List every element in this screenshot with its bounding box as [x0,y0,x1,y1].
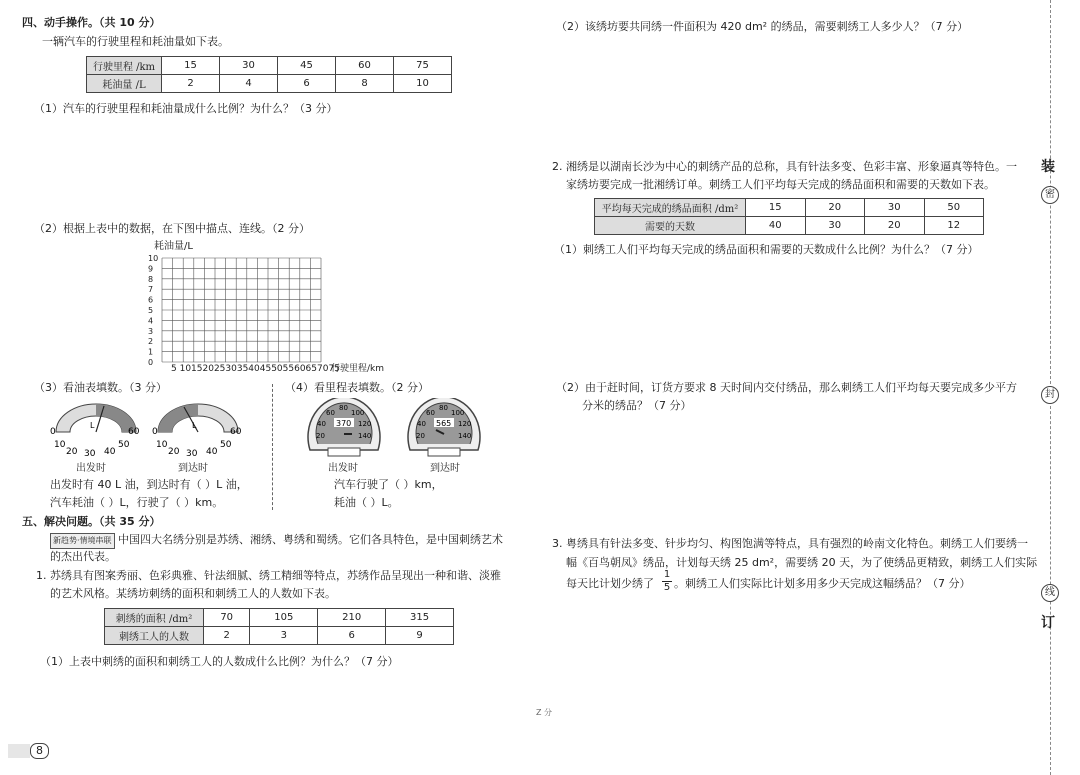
svg-text:20: 20 [168,447,180,457]
fraction [662,569,672,594]
table-cell: 60 [336,57,394,75]
table-cell: 3 [250,627,318,645]
question-2-2-cont: 分米的绣品？（7 分） [582,399,692,412]
section5-intro-cont: 的杰出代表。 [50,550,116,563]
svg-text:0: 0 [152,427,158,437]
question-4-2: （2）根据上表中的数据，在下图中描点、连线。（2 分） [34,222,310,235]
svg-text:50: 50 [118,440,130,450]
fraction-denominator: 5 [663,582,671,593]
table-row [87,75,452,93]
caption-depart: 出发时 [76,463,106,474]
y-tick-label: 6 [148,295,154,305]
problem-3-text-cont2: 每天比计划少绣了 [566,577,654,590]
fill-blank-fuel-1[interactable]: 出发时有 40 L 油，到达时有（ ）L 油， [50,478,248,491]
y-tick-label: 10 [148,254,159,263]
svg-text:40: 40 [317,420,326,428]
gauge-unit: L [192,421,197,430]
svg-text:20: 20 [316,432,325,440]
y-tick-label: 5 [148,306,154,315]
question-1-2: （2）该绣坊要共同绣一件面积为 420 dm² 的绣品，需要刺绣工人多少人？（7 分） [556,20,969,33]
problem-3-text: 3. 粤绣具有针法多变、针步均匀、构图饱满等特点，具有强烈的岭南文化特色。刺绣工人们要绣一 [552,537,1028,550]
grid-x-label: 行驶里程/km [331,364,385,374]
y-tick-label: 3 [148,326,154,336]
fuel-gauge-arrive [150,402,246,460]
svg-text:40: 40 [417,420,426,428]
table-cell: 50 [924,199,984,217]
section5-title: 五、解决问题。（共 35 分） [22,515,161,528]
table-cell: 4 [220,75,278,93]
table-cell: 20 [805,199,865,217]
table-cell: 105 [250,609,318,627]
svg-text:120: 120 [358,420,372,428]
y-tick-label: 7 [148,285,154,295]
svg-text:30: 30 [84,449,96,459]
problem-1-text-cont: 的艺术风格。某绣坊刺绣的面积和刺绣工人的人数如下表。 [50,587,336,600]
table-cell: 45 [278,57,336,75]
odometer-arrive [404,398,484,460]
table-cell: 12 [924,217,984,235]
fraction-numerator: 1 [663,569,671,580]
page-tab [8,744,30,758]
svg-text:140: 140 [458,432,472,440]
svg-text:0: 0 [50,427,56,437]
margin-mark: 订 [1041,615,1055,631]
table-header: 行驶里程 /km [87,57,162,75]
table-row [105,627,454,645]
y-tick-label: 8 [148,274,154,284]
trend-tag: 新趋势·情境串联 [50,533,115,549]
mileage-fuel-table [86,56,452,93]
table-row [87,57,452,75]
y-tick-label: 2 [148,337,154,347]
fill-blank-fuel-2[interactable]: 汽车耗油（ ）L，行驶了（ ）km。 [50,496,224,509]
svg-text:60: 60 [128,427,140,437]
table-cell: 6 [318,627,386,645]
fill-blank-odo-2[interactable]: 耗油（ ）L。 [334,496,399,509]
table-cell: 15 [162,57,220,75]
table-cell: 315 [386,609,454,627]
odometer-reading: 370 [336,419,352,428]
question-4-3: （3）看油表填数。（3 分） [34,381,167,394]
footer-mark: Z 分 [536,708,553,717]
question-2-2: （2）由于赶时间，订货方要求 8 天时间内交付绣品，那么刺绣工人们平均每天要完成多少平方 [556,381,1017,394]
table-cell: 2 [162,75,220,93]
table-cell: 9 [386,627,454,645]
table-cell: 40 [746,217,806,235]
seal-mark: 封 [1041,386,1059,404]
table-header: 需要的天数 [595,217,746,235]
svg-text:40: 40 [104,447,116,457]
fuel-gauge-depart [48,402,144,460]
table-cell: 20 [865,217,925,235]
svg-text:140: 140 [358,432,372,440]
svg-text:60: 60 [326,409,335,417]
question-2-1: （1）刺绣工人们平均每天完成的绣品面积和需要的天数成什么比例？为什么？（7 分） [554,243,979,256]
seal-mark: 线 [1041,584,1059,602]
table-cell: 8 [336,75,394,93]
grid-y-label: 耗油量/L [154,241,193,252]
svg-text:10: 10 [156,440,168,450]
table-cell: 10 [394,75,452,93]
y-tick-label: 9 [148,264,154,274]
problem-2-text-cont: 家绣坊要完成一批湘绣订单。刺绣工人们平均每天完成的绣品面积和需要的天数如下表。 [566,178,995,191]
table-row [595,217,984,235]
svg-text:80: 80 [339,404,348,412]
section4-title: 四、动手操作。（共 10 分） [22,16,161,29]
svg-text:20: 20 [416,432,425,440]
question-4-4: （4）看里程表填数。（2 分） [285,381,429,394]
y-tick-label: 0 [148,358,154,367]
table-header: 耗油量 /L [87,75,162,93]
svg-text:120: 120 [458,420,472,428]
fill-blank-odo-1[interactable]: 汽车行驶了（ ）km， [334,478,443,491]
table-cell: 210 [318,609,386,627]
gauge-unit: L [90,421,95,430]
plot-grid[interactable] [146,254,406,376]
table-cell: 30 [220,57,278,75]
svg-text:10: 10 [54,440,66,450]
caption-arrive: 到达时 [178,463,208,474]
embroidery-area-workers-table [104,608,454,645]
section4-intro: 一辆汽车的行驶里程和耗油量如下表。 [42,35,229,48]
svg-text:60: 60 [230,427,242,437]
problem-1-text: 1. 苏绣具有图案秀丽、色彩典雅、针法细腻、绣工精细等特点，苏绣作品呈现出一种和谐、淡雅 [36,569,501,582]
svg-text:60: 60 [426,409,435,417]
caption-depart: 出发时 [328,463,358,474]
svg-text:50: 50 [220,440,232,450]
y-tick-label: 1 [148,347,154,357]
y-tick-label: 4 [148,316,154,326]
question-4-1: （1）汽车的行驶里程和耗油量成什么比例？为什么？（3 分） [34,102,338,115]
table-header: 平均每天完成的绣品面积 /dm² [595,199,746,217]
problem-2-text: 2. 湘绣是以湖南长沙为中心的刺绣产品的总称，具有针法多变、色彩丰富、形象逼真等特色。一 [552,160,1017,173]
odometer-depart [304,398,384,460]
table-cell: 75 [394,57,452,75]
svg-text:80: 80 [439,404,448,412]
table-cell: 30 [805,217,865,235]
svg-text:100: 100 [451,409,465,417]
problem-3-text-cont: 幅《百鸟朝凤》绣品，计划每天绣 25 dm²，需要绣 20 天，为了使绣品更精致，刺绣工人们实际 [566,556,1038,569]
svg-text:40: 40 [206,447,218,457]
svg-text:20: 20 [66,447,78,457]
table-cell: 30 [865,199,925,217]
table-cell: 2 [204,627,250,645]
table-row [105,609,454,627]
question-1-1: （1）上表中刺绣的面积和刺绣工人的人数成什么比例？为什么？（7 分） [40,655,399,668]
table-row [595,199,984,217]
divider [272,384,273,510]
grid-x-ticks: 5 1015202530354045505560657075 [171,364,340,374]
svg-text:100: 100 [351,409,365,417]
page-number: 8 [30,743,49,759]
daily-area-days-table [594,198,984,235]
section5-intro: 中国四大名绣分别是苏绣、湘绣、粤绣和蜀绣。它们各具特色，是中国刺绣艺术 [118,533,503,546]
table-cell: 15 [746,199,806,217]
table-cell: 70 [204,609,250,627]
margin-mark: 装 [1041,159,1055,175]
table-header: 刺绣工人的人数 [105,627,204,645]
table-header: 刺绣的面积 /dm² [105,609,204,627]
seal-mark: 密 [1041,186,1059,204]
svg-text:30: 30 [186,449,198,459]
problem-3-text-cont3: 。刺绣工人们实际比计划多用多少天完成这幅绣品？（7 分） [674,577,971,590]
table-cell: 6 [278,75,336,93]
odometer-reading: 565 [436,419,452,428]
caption-arrive: 到达时 [430,463,460,474]
